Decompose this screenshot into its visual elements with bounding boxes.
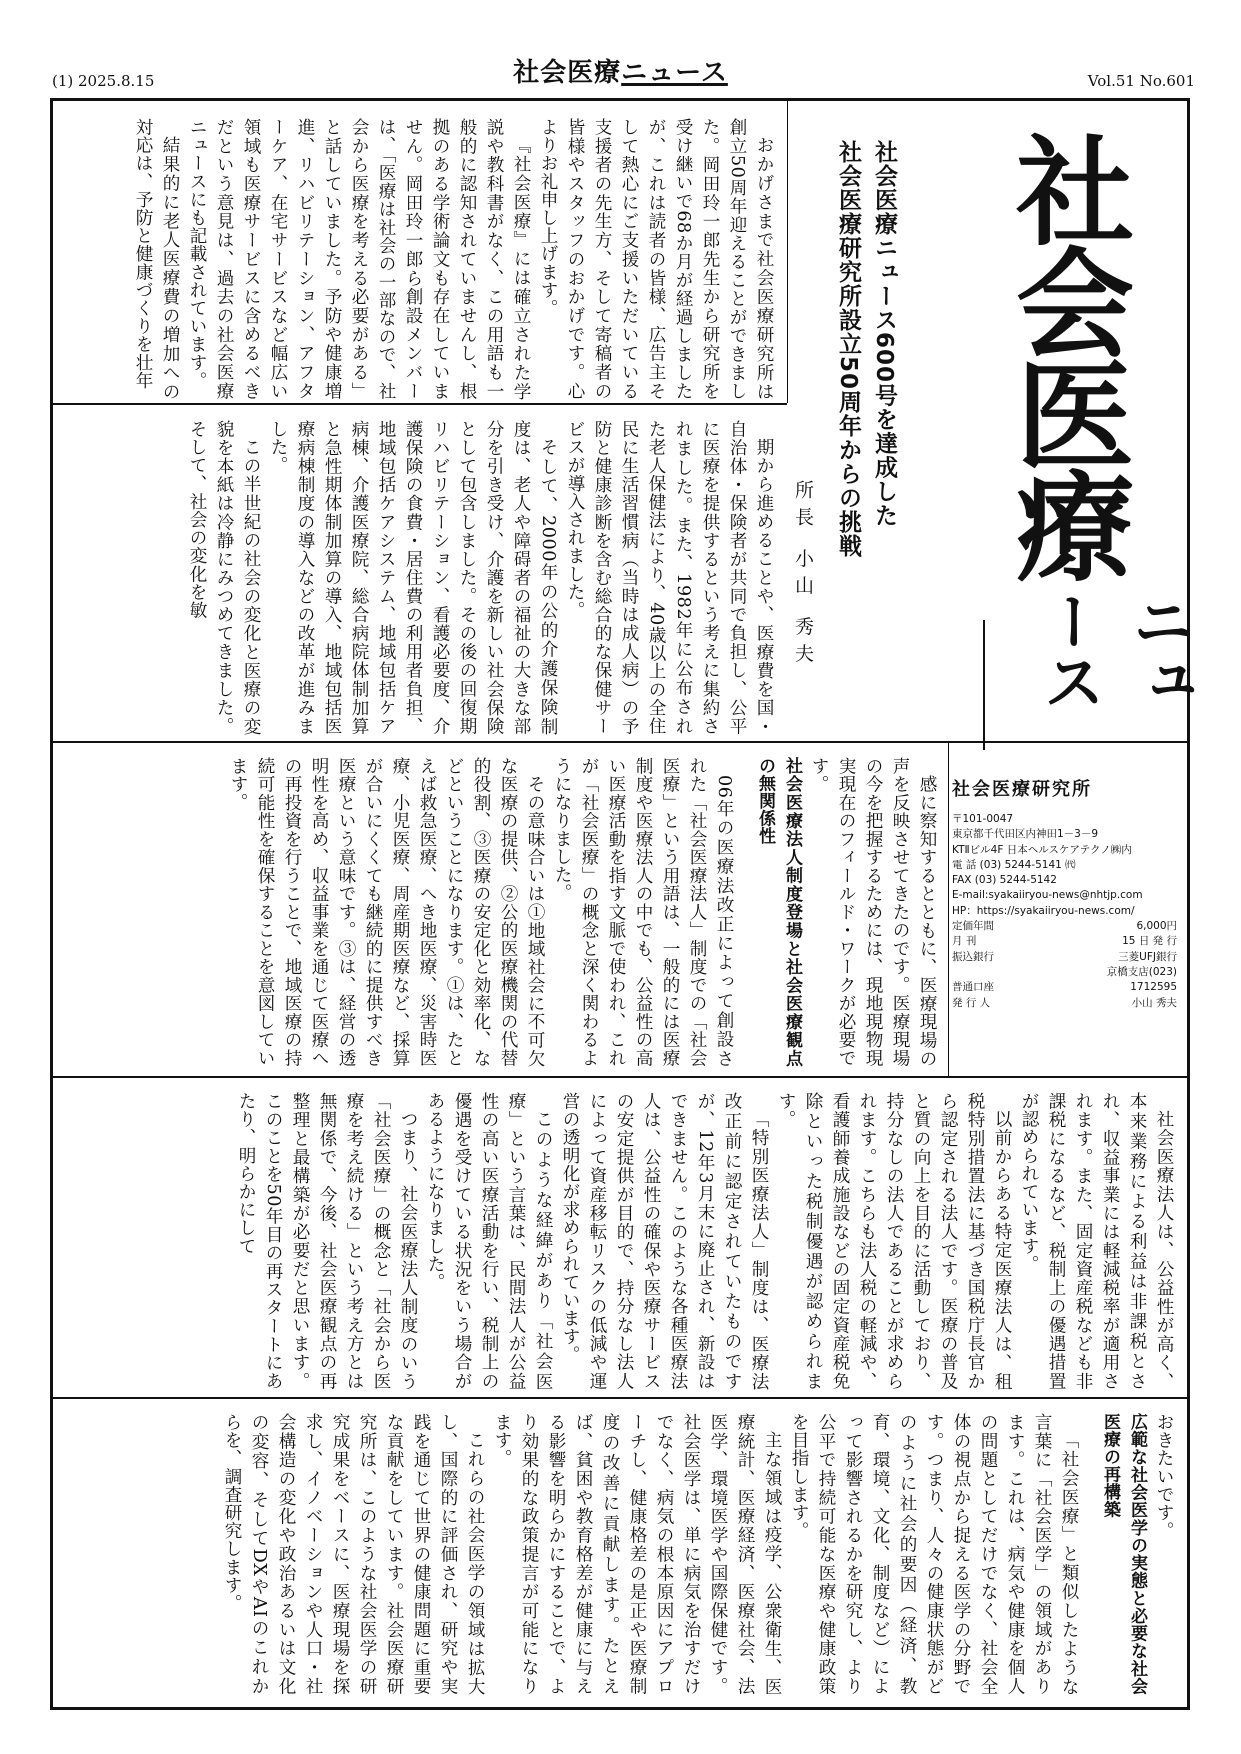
col-divider-2: [948, 741, 949, 1076]
info-row-freq: [952, 934, 1177, 949]
paragraph: 期から進めることや、医療費を国・自治体・保険者が共同で負担し、公平に医療を提供するという考えに集約されました。また、1982年に公布された老人保健法により、40歳以上の全住民に生活習慣病（当時は成人病）の予防と健康診断を含む総合的な保健サービスが導入されました。: [565, 420, 774, 735]
row4-text: [62, 1092, 1177, 1390]
paragraph: これらの社会医学の領域は拡大し、国際的に評価され、研究や実践を通じて世界の健康問題に重要な貢献をしています。社会医療研究所は、このような社会医学の研究成果をベースに、医療現場を探求し、イノベーションや人口・社会構造の変化や政治あるいは文化の変容、そしてDXやAIのこれからを、調査研究します。: [222, 1413, 485, 1695]
paragraph: 主な領域は疫学、公衆衛生、医療統計、医療経済、医療社会、法医学、環境医学や国際保健です。社会医学は、単に病気を治すだけでなく、病気の根本原因にアプローチし、健康格差の是正や医療制度の改善に貢献します。たとえば、貧困や教育格差が健康に与える影響を明らかにすることで、より効果的な政策提言が可能になります。: [492, 1413, 782, 1695]
paragraph: 以前からある特定医療法人は、租税特別措置法に基づき国税庁長官から認定される法人です。医療の普及と質の向上を目的に活動しており、持分なしの法人であることが求められます。こちらも法人税の軽減や、看護師養成施設などの固定資産税免除といった税制優遇が認められます。: [776, 1092, 1012, 1390]
info-row-price: [952, 919, 1177, 934]
info-value: 1712595: [1130, 981, 1177, 994]
row-divider-3: [53, 1076, 1187, 1078]
paragraph: おきたいです。: [1154, 1413, 1174, 1540]
row5-text: [62, 1413, 1177, 1695]
author-byline: 所長 小山 秀夫: [792, 480, 814, 671]
info-row-account: [952, 980, 1177, 995]
paragraph: そして、2000年の公的介護保険制度は、老人や障碍者の福祉の大きな部分を引き受け、介護を新しい社会保険として包含しました。その後の回復期リハビリテーション、看護必要度、介護保険の食費・居住費の利用者負担、地域包括ケアシステム、地域包括ケア病棟、介護医療院、総合病院体制加算と急性期体制加算の導入、地域包括医療病棟制度の導入などの改革が進みました。: [268, 420, 558, 735]
publisher-address-1: 東京都千代田区内神田1－3－9: [952, 828, 1099, 841]
issue-date: (1) 2025.8.15: [52, 72, 155, 90]
paragraph: その意味合いは①地域社会に不可欠な医療の提供、②公的医療機関の代替的役割、③医療の安定化と効率化、などということになります。①は、たとえば救急医療、へき地医療、災害時医療、小児医療、周産期医療など、採算が合いにくくても継続的に提供すべき医療という意味です。③は、経営の透明性を高め、収益事業を通じて医療への再投資を行うことで、地域医療の持続可能性を確保することを意図しています。: [228, 757, 545, 1067]
paragraph: 社会医療法人は、公益性が高く、本来業務による利益は非課税とされ、収益事業には軽減税率が適用されます。また、固定資産税なども非課税になるなど、税制上の優遇措置が認められています。: [1019, 1092, 1174, 1390]
info-value: 三菱UFJ銀行: [1118, 950, 1177, 963]
paragraph: 結果的に老人医療費の増加への対応は、予防と健康づくりを壮年: [133, 118, 180, 400]
publisher-hp[interactable]: HP：https://syakaiiryou-news.com/: [952, 904, 1135, 917]
publisher-postal: 〒101-0047: [952, 813, 1014, 825]
section-heading: 広範な社会医学の実態と必要な社会医療の再構築: [1100, 1413, 1147, 1695]
article-title: [830, 140, 902, 600]
info-label: 月 刊: [952, 935, 977, 948]
publisher-tel: 電 話 (03) 5244-5141 ㈹: [952, 858, 1076, 871]
row3-text: [62, 757, 940, 1067]
masthead-rule: [983, 620, 985, 750]
paragraph: 06年の医療法改正によって創設された「社会医療法人」制度での「社会医療」という用語は、一般的には医療制度や医療法人の中でも、公益性の高い医療活動を指す文脈で使われ、これが「社会医療」の概念と深く関わるようになりました。: [552, 757, 734, 1067]
info-row-bank: [952, 950, 1177, 965]
volume-number: Vol.51 No.601: [1087, 72, 1195, 90]
info-label: 定価年間: [952, 920, 994, 933]
paragraph: この半世紀の社会の変化と医療の変貌を本紙は冷静にみつめてきました。そして、社会の変化を敏: [187, 420, 261, 735]
row-divider-4: [53, 1397, 1187, 1399]
info-label: 振込銀行: [952, 950, 994, 963]
row-divider-1: [53, 403, 787, 405]
publisher-fax: FAX (03) 5244-5142: [952, 874, 1057, 887]
info-row-branch: [952, 965, 1177, 980]
info-label: 普通口座: [952, 981, 994, 994]
masthead: [955, 130, 1195, 760]
article-title-line-1: 社会医療ニュース600号を達成した: [871, 140, 897, 528]
col-divider-1: [787, 101, 788, 403]
publisher-name: 社会医療研究所: [952, 779, 1092, 800]
info-value: 15 日 発 行: [1122, 935, 1177, 948]
header-logo: [0, 52, 1241, 89]
publisher-info: [952, 778, 1177, 1011]
header-logo-a: 社会医療: [513, 58, 622, 88]
paragraph: このような経緯があり「社会医療」という言葉は、民間法人が公益性の高い医療活動を行い、税制上の優遇を受けている状況をいう場合があるようになりました。: [425, 1092, 553, 1390]
row1-text: [62, 118, 777, 400]
info-label: 発 行 人: [952, 996, 991, 1009]
row2-text: [62, 420, 777, 735]
header-logo-b: ニュース: [621, 58, 728, 88]
info-value: 小山 秀夫: [1131, 996, 1177, 1009]
info-value: 6,000円: [1136, 920, 1177, 933]
paragraph: 『社会医療』には確立された学説や教科書がなく、この用語も一般的に認知されていませんし、根拠のある学術論文も存在していません。岡田玲一郎ら創設メンバーは、「医療は社会の一部なので、社会から医療を考える必要がある」と話していました。予防や健康増進、リハビリテーション、アフターケア、在宅サービスなど幅広い領域も医療サービスに含めるべきだという意見は、過去の社会医療ニュースにも記載されています。: [187, 118, 531, 400]
page-header: [0, 0, 1241, 100]
paragraph: つまり、社会医療法人制度のいう「社会医療」の概念と「社会から医療を考え続ける」という考え方とは無関係で、今後、社会医療観点の再整理と最構築が必要だと思います。このことを50年目の再スタートにあたり、明らかにして: [236, 1092, 418, 1390]
masthead-title: 社会医療: [996, 130, 1134, 578]
publisher-email[interactable]: E-mail:syakaiiryou-news@nhtjp.com: [952, 889, 1143, 902]
masthead-subtitle: ニュース: [1033, 590, 1195, 710]
info-row-issuer: [952, 996, 1177, 1011]
paragraph: 感に察知するとともに、医療現場の声を反映させてきたのです。医療現場の今を把握するためには、現地現物現実現在のフィールド・ワークが必要です。: [809, 757, 937, 1067]
article-title-line-2: 社会医療研究所設立50周年からの挑戦: [835, 140, 861, 559]
paragraph: おかげさまで社会医療研究所は創立50周年迎えることができました。岡田玲一郎先生から研究所を受け継いで68か月が経過しましたが、これは読者の皆様、広告主そして熱心にご支援いただいている支援者の先生方、そして寄稿者の皆様やスタッフのおかげです。心よりお礼申し上げます。: [538, 118, 774, 400]
paragraph: 「特別医療法人」制度は、医療法改正前に認定されていたものですが、12年3月末に廃止され、新設はできません。このような各種医療法人は、公益性の確保や医療サービスの安定提供が目的で、持分なし法人によって資産移転リスクの低減や運営の透明化が求められています。: [560, 1092, 769, 1390]
paragraph: 「社会医療」と類似したような言葉に「社会医学」の領域があります。これは、病気や健康を個人の問題としてだけでなく、社会全体の視点から捉える医学の分野です。つまり、人々の健康状態がどのように社会的要因（経済、教育、環境、文化、制度など）によって影響されるかを研究し、より公平で持続可能な医療や健康政策を目指します。: [789, 1413, 1079, 1695]
section-heading: 社会医療法人制度登場と社会医療観点の無関係性: [755, 757, 802, 1067]
info-value: 京橋支店(023): [1106, 965, 1177, 978]
publisher-address-2: KTⅡビル4F 日本ヘルスケアテクノ㈱内: [952, 843, 1132, 856]
